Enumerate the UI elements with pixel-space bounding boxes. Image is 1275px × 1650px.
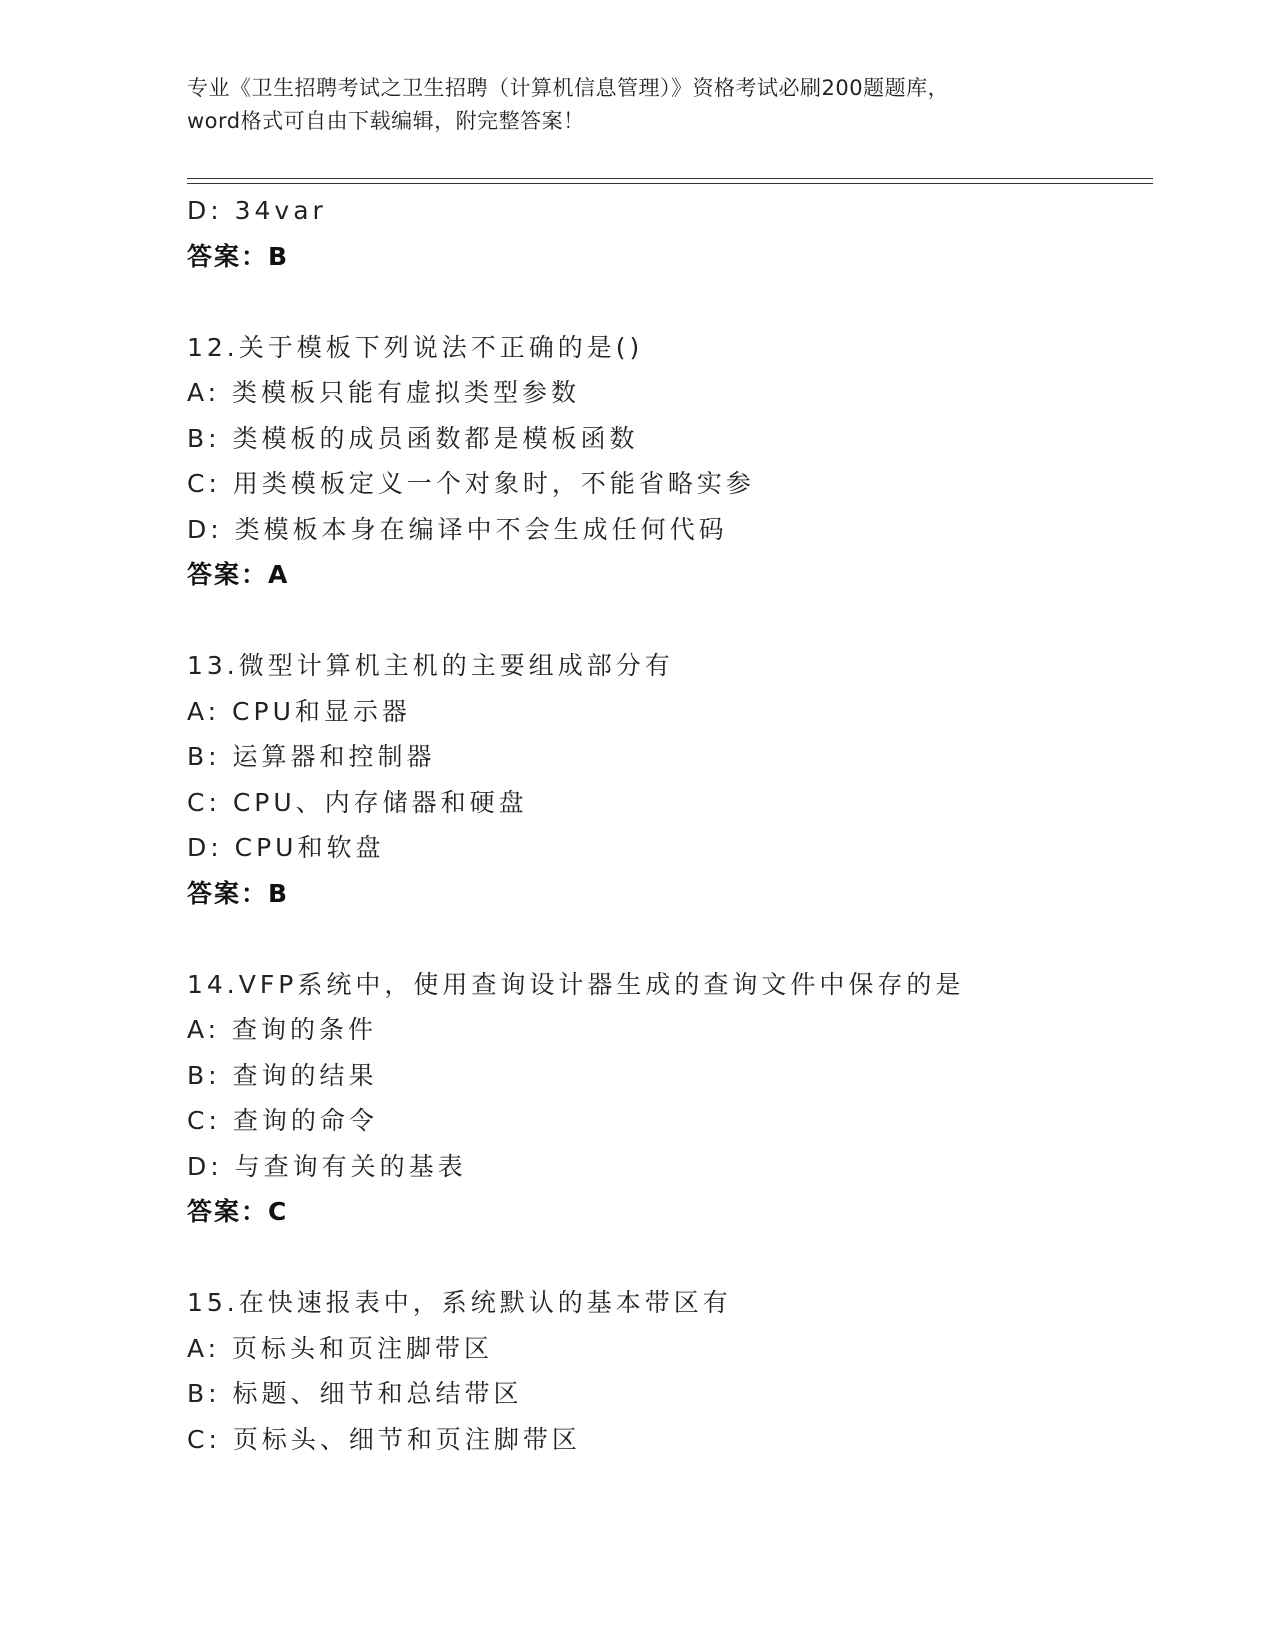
question-14-option-d: D: 与查询有关的基表 <box>187 1151 467 1181</box>
document-header <box>187 72 1087 138</box>
question-12-option-c: C: 用类模板定义一个对象时，不能省略实参 <box>187 469 755 498</box>
header-divider-bottom <box>187 183 1153 184</box>
question-12-option-a: A: 类模板只能有虚拟类型参数 <box>187 378 581 407</box>
question-13 <box>187 643 1147 916</box>
question-13-option-a: A: CPU和显示器 <box>187 696 411 726</box>
question-15-option-a: A: 页标头和页注脚带区 <box>187 1333 494 1363</box>
question-12-option-d: D: 类模板本身在编译中不会生成任何代码 <box>187 514 728 544</box>
question-14-title: 14.VFP系统中，使用查询设计器生成的查询文件中保存的是 <box>187 969 965 999</box>
question-14 <box>187 962 1147 1235</box>
header-line-2: word格式可自由下载编辑，附完整答案！ <box>187 109 585 133</box>
question-15 <box>187 1280 1147 1462</box>
question-14-option-a: A: 查询的条件 <box>187 1015 378 1044</box>
question-13-option-c: C: CPU、内存储器和硬盘 <box>187 787 528 817</box>
question-15-option-c: C: 页标头、细节和页注脚带区 <box>187 1424 581 1454</box>
spacer <box>187 598 1147 644</box>
question-11-answer: 答案：B <box>187 241 290 271</box>
question-13-title: 13.微型计算机主机的主要组成部分有 <box>187 651 674 680</box>
spacer <box>187 279 1147 325</box>
spacer <box>187 916 1147 962</box>
question-14-answer: 答案：C <box>187 1197 289 1226</box>
question-13-option-b: B: 运算器和控制器 <box>187 742 436 771</box>
question-13-answer: 答案：B <box>187 878 290 908</box>
question-13-option-d: D: CPU和软盘 <box>187 833 385 862</box>
question-12-option-b: B: 类模板的成员函数都是模板函数 <box>187 423 639 453</box>
header-divider-top <box>187 178 1153 179</box>
question-12-title: 12.关于模板下列说法不正确的是() <box>187 332 644 362</box>
question-11-option-d: D: 34var <box>187 196 327 225</box>
question-11-tail <box>187 188 1147 279</box>
question-12-answer: 答案：A <box>187 560 290 589</box>
question-14-option-c: C: 查询的命令 <box>187 1106 378 1135</box>
question-12 <box>187 325 1147 598</box>
header-line-1: 专业《卫生招聘考试之卫生招聘（计算机信息管理）》资格考试必刷200题题库， <box>187 76 950 100</box>
spacer <box>187 1235 1147 1281</box>
question-list <box>187 188 1147 1462</box>
question-14-option-b: B: 查询的结果 <box>187 1060 378 1090</box>
question-15-option-b: B: 标题、细节和总结带区 <box>187 1379 523 1408</box>
question-15-title: 15.在快速报表中，系统默认的基本带区有 <box>187 1288 732 1317</box>
